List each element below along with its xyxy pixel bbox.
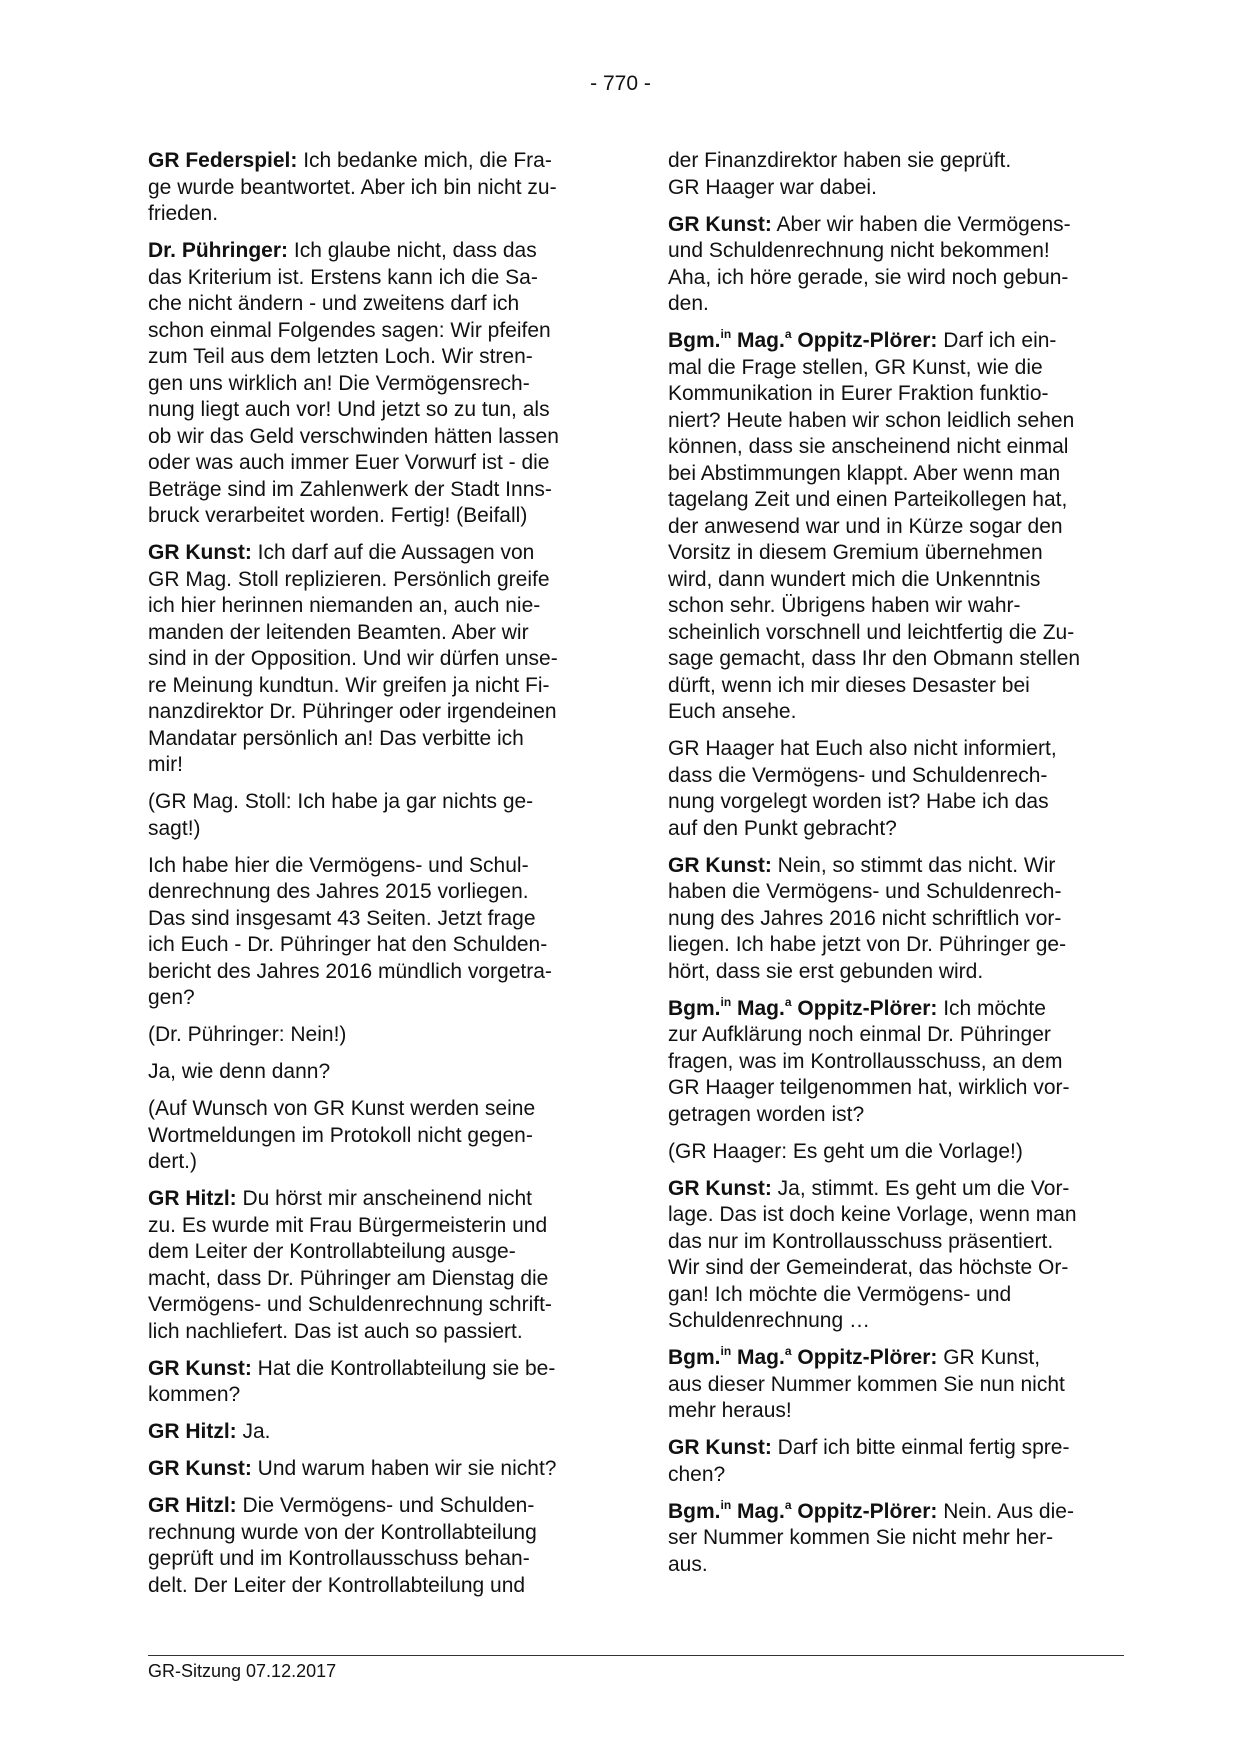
speaker-name: GR Hitzl: — [148, 1494, 237, 1517]
paragraph — [668, 853, 1124, 986]
speech-text: Darf ich ein- mal die Frage stellen, GR Kunst, wie die Kommunikation in Eurer Fraktion funktio- niert? Heute haben wir schon leidlich sehen können, dass sie anscheinend nicht einmal bei Abstimmungen klappt. Aber wenn man tagelang Zeit und einen Parteikollegen hat, der anwesend war und in Kürze sogar den Vorsitz in diesem Gremium übernehmen wird, dann wundert mich die Unkenntnis schon sehr. Übrigens haben wir wahr- scheinlich vorschnell und leichtfertig die Zu- sage gemacht, dass Ihr den Obmann stellen dürft, wenn ich mir dieses Desaster bei Euch ansehe. — [668, 329, 1081, 723]
paragraph — [148, 853, 598, 1012]
speaker-name: GR Kunst: — [668, 1176, 772, 1200]
speech-text: Ja, stimmt. Es geht um die Vor- lage. Das ist doch keine Vorlage, wenn man das nur im Kontrollausschuss präsentiert. Wir sind der Gemeinderat, das höchste Or- gan! Ich möchte die Vermögens- und Schuldenrechnung … — [668, 1176, 1077, 1332]
speech-text: (Auf Wunsch von GR Kunst werden seine Wortmeldungen im Protokoll nicht gegen- dert.) — [148, 1097, 536, 1173]
speech-text: (GR Haager: Es geht um die Vorlage!) — [668, 1139, 1023, 1163]
speech-text: (Dr. Pühringer: Nein!) — [148, 1023, 347, 1046]
speech-text: GR Kunst, aus dieser Nummer kommen Sie nun nicht mehr heraus! — [668, 1346, 1065, 1422]
paragraph — [148, 1356, 598, 1409]
paragraph — [668, 1345, 1124, 1425]
paragraph — [668, 996, 1124, 1129]
paragraph — [148, 789, 598, 842]
speaker-name: Bgm.$^{in}$ Mag.$^a$ Oppitz-Plörer: — [668, 1344, 938, 1369]
speech-text: Ja. — [236, 1420, 271, 1443]
footer-session-date: GR-Sitzung 07.12.2017 — [148, 1661, 337, 1681]
speech-text: Nein. Aus die- ser Nummer kommen Sie nicht mehr her- aus. — [668, 1499, 1074, 1576]
paragraph — [668, 1435, 1124, 1488]
paragraph — [148, 148, 598, 228]
paragraph — [668, 1499, 1124, 1579]
speech-text: Ja, wie denn dann? — [148, 1060, 331, 1083]
speaker-name: GR Kunst: — [668, 212, 772, 236]
speaker-name: GR Hitzl: — [148, 1187, 237, 1210]
paragraph — [668, 1139, 1124, 1166]
speech-text: Nein, so stimmt das nicht. Wir haben die Vermögens- und Schuldenrech- nung des Jahres 2016 nicht schriftlich vor- liegen. Ich habe jetzt von Dr. Pühringer ge- hört, dass sie erst gebunden wird. — [668, 853, 1067, 983]
speaker-name: GR Kunst: — [148, 1457, 252, 1480]
paragraph — [668, 328, 1124, 726]
paragraph — [668, 736, 1124, 842]
speaker-name: Bgm.$^{in}$ Mag.$^a$ Oppitz-Plörer: — [668, 1497, 938, 1523]
paragraph — [668, 148, 1124, 201]
speech-text: Aber wir haben die Vermögens- und Schuldenrechnung nicht bekommen! Aha, ich höre gerade, sie wird noch gebun- den. — [668, 212, 1071, 315]
speech-text: Die Vermögens- und Schulden- rechnung wurde von der Kontrollabteilung geprüft und im Kontrollausschuss behan- delt. Der Leiter der Kontrollabteilung und — [148, 1494, 537, 1597]
paragraph — [668, 212, 1124, 318]
speaker-name: Bgm.$^{in}$ Mag.$^a$ Oppitz-Plörer: — [668, 994, 938, 1020]
speech-text: Ich glaube nicht, dass das das Kriterium ist. Erstens kann ich die Sa- che nicht ändern - und zweitens darf ich schon einmal Folgendes sagen: Wir pfeifen zum Teil aus dem letzten Loch. Wir stren- gen uns wirklich an! Die Vermögensrech- nung liegt auch vor! Und jetzt so zu tun, als ob wir das Geld verschwinden hätten lassen oder was auch immer Euer Vorwurf ist - die Beträge sind im Zahlenwerk der Stadt Inns- bruck verarbeitet worden. Fertig! (Beifall) — [148, 239, 559, 527]
right-column — [668, 148, 1124, 1589]
speaker-name: GR Kunst: — [668, 853, 772, 877]
speaker-name: GR Federspiel: — [148, 149, 298, 172]
speech-text: der Finanzdirektor haben sie geprüft. GR Haager war dabei. — [668, 149, 1012, 199]
speech-text: Ich darf auf die Aussagen von GR Mag. Stoll replizieren. Persönlich greife ich hier herinnen niemanden an, auch nie- manden der leitenden Beamten. Aber wir sind in der Opposition. Und wir dürfen unse- re Meinung kundtun. Wir greifen ja nicht Fi- nanzdirektor Dr. Pühringer oder irgendeinen Mandatar persönlich an! Das verbitte ich mir! — [148, 541, 558, 776]
paragraph — [148, 540, 598, 779]
speaker-name: Dr. Pühringer: — [148, 239, 289, 262]
paragraph — [148, 1059, 598, 1086]
speech-text: (GR Mag. Stoll: Ich habe ja gar nichts ge- sagt!) — [148, 790, 534, 840]
speech-text: Ich bedanke mich, die Fra- ge wurde beantwortet. Aber ich bin nicht zu- frieden. — [148, 149, 557, 225]
left-column — [148, 148, 598, 1610]
paragraph — [148, 1419, 598, 1446]
paragraph — [148, 238, 598, 530]
page-number: - 770 - — [590, 72, 651, 95]
footer-divider — [148, 1655, 1124, 1656]
paragraph — [668, 1176, 1124, 1335]
speaker-name: GR Kunst: — [668, 1436, 772, 1459]
speaker-name: GR Kunst: — [148, 541, 252, 564]
paragraph — [148, 1096, 598, 1176]
speaker-name: GR Hitzl: — [148, 1420, 237, 1443]
paragraph — [148, 1456, 598, 1483]
paragraph — [148, 1493, 598, 1599]
paragraph — [148, 1022, 598, 1049]
speech-text: Ich habe hier die Vermögens- und Schul- denrechnung des Jahres 2015 vorliegen. Das sind insgesamt 43 Seiten. Jetzt frage ich Euch - Dr. Pühringer hat den Schulden- bericht des Jahres 2016 mündlich vorgetra- gen? — [148, 853, 552, 1009]
speech-text: Hat die Kontrollabteilung sie be- kommen? — [148, 1356, 556, 1406]
speaker-name: GR Kunst: — [148, 1356, 252, 1380]
speech-text: Ich möchte zur Aufklärung noch einmal Dr. Pühringer fragen, was im Kontrollausschuss, an dem GR Haager teilgenommen hat, wirklich vor- getragen worden ist? — [668, 996, 1070, 1126]
paragraph — [148, 1186, 598, 1345]
speech-text: Darf ich bitte einmal fertig spre- chen? — [668, 1436, 1070, 1486]
speech-text: Du hörst mir anscheinend nicht zu. Es wurde mit Frau Bürgermeisterin und dem Leiter der Kontrollabteilung ausge- macht, dass Dr. Pühringer am Dienstag die Vermögens- und Schuldenrechnung schrift- lich nachliefert. Das ist auch so passiert. — [148, 1187, 552, 1343]
speaker-name: Bgm.$^{in}$ Mag.$^a$ Oppitz-Plörer: — [668, 327, 938, 352]
speech-text: Und warum haben wir sie nicht? — [251, 1457, 557, 1480]
speech-text: GR Haager hat Euch also nicht informiert, dass die Vermögens- und Schuldenrech- nung vorgelegt worden ist? Habe ich das auf den Punkt gebracht? — [668, 737, 1057, 840]
